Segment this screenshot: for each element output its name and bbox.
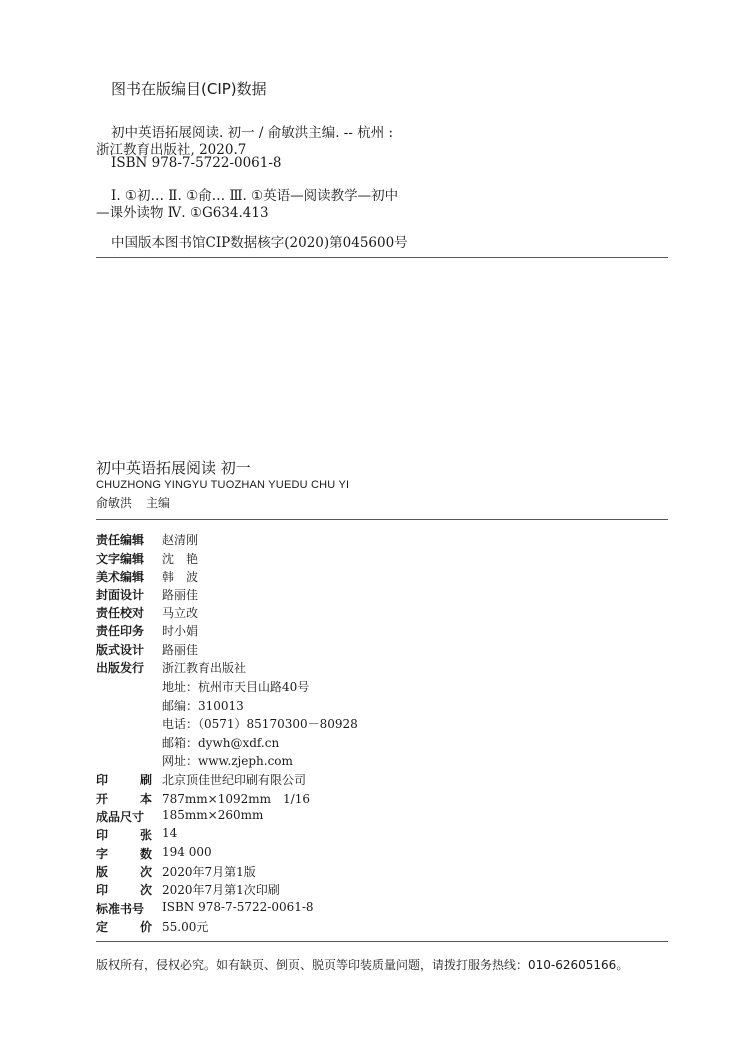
spec-value: 2020年7月第1次印刷 — [162, 883, 280, 897]
cip-line-5: —课外读物 Ⅳ. ①G634.413 — [96, 205, 269, 221]
staff-row — [96, 531, 199, 548]
staff-row — [96, 604, 199, 621]
spec-label: 字数 — [96, 847, 152, 861]
spec-label: 开本 — [96, 792, 152, 806]
staff-label: 责任校对 — [96, 606, 145, 620]
spec-value: 2020年7月第1版 — [162, 865, 256, 879]
spec-value: 14 — [162, 826, 178, 840]
footer-divider — [96, 941, 668, 942]
publisher-postcode: 邮编：310013 — [162, 699, 244, 713]
book-author-role: 主编 — [146, 496, 171, 510]
staff-value: 时小娟 — [162, 624, 199, 638]
staff-label: 责任编辑 — [96, 533, 145, 547]
book-author-line — [96, 494, 170, 511]
publisher-email: 邮箱：dywh@xdf.cn — [162, 736, 280, 750]
spec-value: ISBN 978-7-5722-0061-8 — [162, 900, 314, 914]
spec-row — [96, 900, 314, 917]
staff-row — [96, 659, 247, 676]
staff-value: 路丽佳 — [162, 643, 199, 657]
spec-label: 版次 — [96, 865, 152, 879]
spec-label: 印次 — [96, 883, 152, 897]
cip-line-6: 中国版本图书馆CIP数据核字(2020)第045600号 — [111, 235, 408, 251]
spec-label: 标准书号 — [96, 902, 145, 916]
publisher-website: 网址：www.zjeph.com — [162, 754, 293, 768]
staff-value: 马立改 — [162, 606, 199, 620]
publisher-phone: 电话：（0571）85170300－80928 — [162, 717, 358, 731]
copyright-notice: 版权所有，侵权必究。如有缺页、倒页、脱页等印装质量问题，请拨打服务热线：010-62605166。 — [96, 958, 629, 972]
staff-value: 沈 艳 — [162, 552, 199, 566]
staff-label: 文字编辑 — [96, 552, 145, 566]
cip-line-4: Ⅰ. ①初… Ⅱ. ①俞… Ⅲ. ①英语—阅读教学—初中 — [111, 188, 399, 204]
spec-label: 印张 — [96, 828, 152, 842]
staff-row — [96, 550, 199, 567]
cip-line-2: 浙江教育出版社, 2020.7 — [96, 142, 247, 158]
book-author: 俞敏洪 — [96, 496, 133, 510]
spec-value: 55.00元 — [162, 920, 209, 934]
spec-value: 北京顶佳世纪印刷有限公司 — [162, 773, 307, 787]
cip-line-3: ISBN 978-7-5722-0061-8 — [111, 155, 282, 171]
staff-row — [96, 641, 199, 658]
spec-row — [96, 790, 310, 807]
staff-label: 美术编辑 — [96, 570, 145, 584]
spec-label: 成品尺寸 — [96, 810, 145, 824]
cip-heading: 图书在版编目(CIP)数据 — [111, 80, 267, 98]
staff-row — [96, 622, 199, 639]
staff-label: 责任印务 — [96, 624, 145, 638]
spec-label: 印刷 — [96, 773, 152, 787]
cip-divider — [96, 257, 668, 258]
staff-row — [96, 568, 199, 585]
spec-label: 定价 — [96, 920, 152, 934]
staff-value: 浙江教育出版社 — [162, 661, 247, 675]
spec-value: 194 000 — [162, 845, 212, 859]
staff-value: 韩 波 — [162, 570, 199, 584]
staff-value: 赵清刚 — [162, 533, 199, 547]
staff-value: 路丽佳 — [162, 588, 199, 602]
spec-row — [96, 863, 256, 880]
cip-line-1: 初中英语拓展阅读. 初一 / 俞敏洪主编. -- 杭州 : — [111, 125, 394, 141]
title-divider — [96, 519, 668, 520]
spec-row — [96, 845, 212, 862]
book-pinyin: CHUZHONG YINGYU TUOZHAN YUEDU CHU YI — [96, 479, 350, 491]
spec-row — [96, 881, 280, 898]
staff-row — [96, 586, 199, 603]
publisher-address: 地址：杭州市天目山路40号 — [162, 680, 310, 694]
spec-row — [96, 826, 178, 843]
staff-label: 出版发行 — [96, 661, 145, 675]
book-title: 初中英语拓展阅读 初一 — [96, 459, 251, 477]
spec-row — [96, 808, 264, 825]
spec-row — [96, 918, 209, 935]
spec-row — [96, 771, 307, 788]
spec-value: 185mm×260mm — [162, 808, 264, 822]
spec-value: 787mm×1092mm 1/16 — [162, 792, 310, 806]
staff-label: 封面设计 — [96, 588, 145, 602]
staff-label: 版式设计 — [96, 643, 145, 657]
